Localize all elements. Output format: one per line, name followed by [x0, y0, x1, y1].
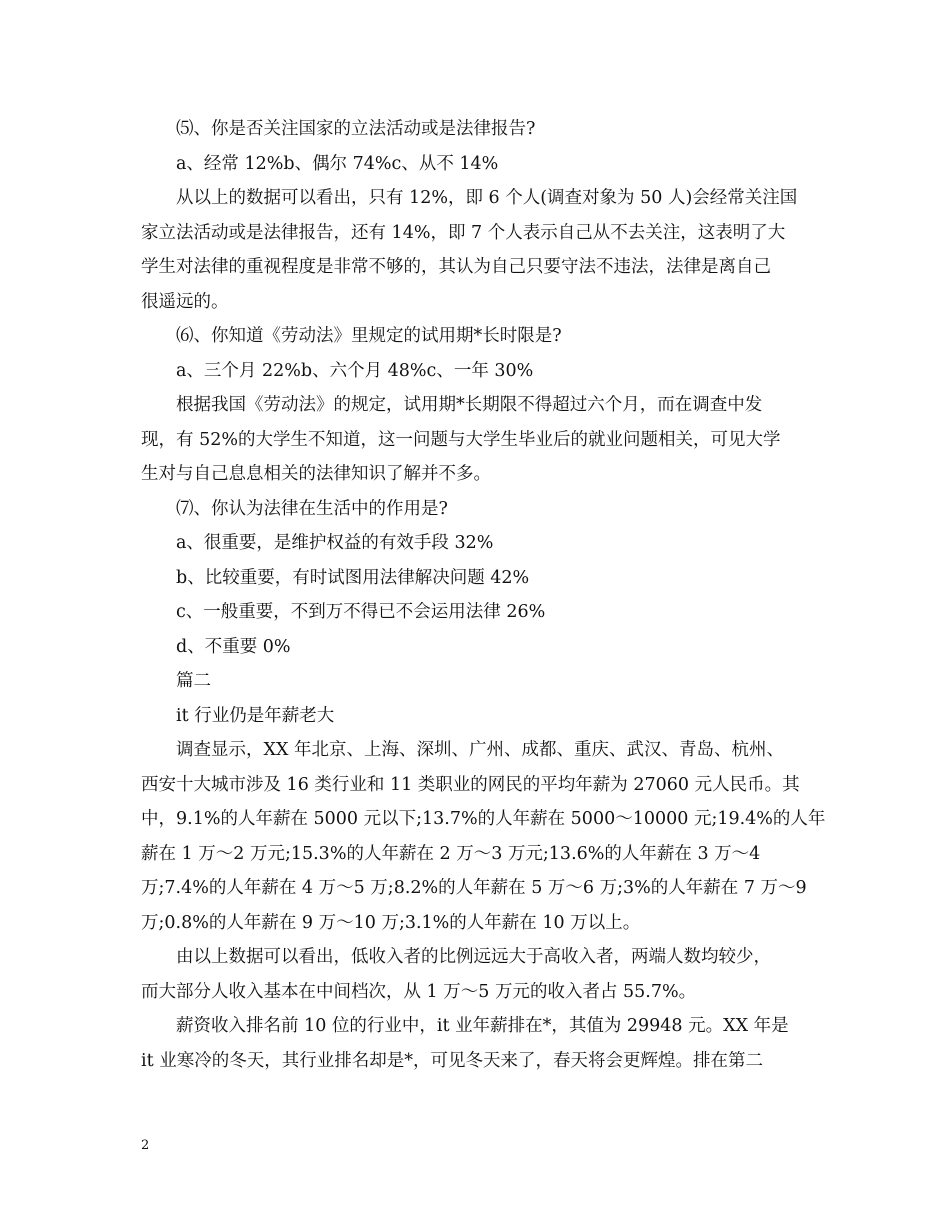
text-line: 由以上数据可以看出，低收入者的比例远远大于高收入者，两端人数均较少，: [176, 947, 771, 967]
text-line: ⑹、你知道《劳动法》里规定的试用期*长时限是?: [176, 326, 562, 346]
text-line: ⑺、你认为法律在生活中的作用是?: [176, 498, 448, 519]
text-line: 薪资收入排名前 10 位的行业中，it 业年薪排在*，其值为 29948 元。XX 年是: [176, 1016, 789, 1036]
text-line: 现，有 52%的大学生不知道，这一问题与大学生毕业后的就业问题相关，可见大学: [141, 429, 781, 450]
text-line: 篇二: [176, 671, 211, 691]
text-line: 根据我国《劳动法》的规定，试用期*长期限不得超过六个月，而在调查中发: [176, 395, 763, 415]
text-line: 学生对法律的重视程度是非常不够的，其认为自己只要守法不违法，法律是离自己: [141, 257, 771, 277]
text-line: a、经常 12%b、偶尔 74%c、从不 14%: [176, 153, 499, 174]
text-line: 西安十大城市涉及 16 类行业和 11 类职业的网民的平均年薪为 27060 元人民币。其: [141, 774, 800, 795]
text-line: 中，9.1%的人年薪在 5000 元以下;13.7%的人年薪在 5000～10000 元;19.4%的人年: [141, 809, 826, 829]
text-line: 而大部分人收入基本在中间档次，从 1 万～5 万元的收入者占 55.7%。: [141, 981, 697, 1002]
text-line: 调查显示，XX 年北京、上海、深圳、广州、成都、重庆、武汉、青岛、杭州、: [176, 740, 784, 760]
text-line: a、很重要，是维护权益的有效手段 32%: [176, 533, 494, 553]
text-line: b、比较重要，有时试图用法律解决问题 42%: [176, 567, 530, 588]
text-line: ⑸、你是否关注国家的立法活动或是法律报告?: [176, 119, 536, 139]
document-body: [141, 112, 826, 1078]
text-line: a、三个月 22%b、六个月 48%c、一年 30%: [176, 360, 534, 381]
text-line: 万;0.8%的人年薪在 9 万～10 万;3.1%的人年薪在 10 万以上。: [141, 912, 641, 933]
text-line: 薪在 1 万～2 万元;15.3%的人年薪在 2 万～3 万元;13.6%的人年薪在 3 万～4: [141, 843, 761, 864]
text-line: it 业寒冷的冬天，其行业排名却是*，可见冬天来了，春天将会更辉煌。排在第二: [141, 1050, 763, 1071]
text-line: it 行业仍是年薪老大: [176, 705, 335, 726]
text-line: 万;7.4%的人年薪在 4 万～5 万;8.2%的人年薪在 5 万～6 万;3%的人年薪在 7 万～9: [141, 878, 807, 898]
text-line: c、一般重要，不到万不得已不会运用法律 26%: [176, 602, 546, 622]
text-line: 从以上的数据可以看出，只有 12%，即 6 个人(调查对象为 50 人)会经常关注国: [176, 188, 798, 208]
page-number: 2: [141, 1138, 150, 1153]
text-line: 家立法活动或是法律报告，还有 14%，即 7 个人表示自己从不去关注，这表明了大: [141, 222, 786, 243]
text-line: 生对与自己息息相关的法律知识了解并不多。: [141, 464, 491, 484]
text-line: d、不重要 0%: [176, 636, 291, 657]
text-line: 很遥远的。: [141, 291, 229, 312]
